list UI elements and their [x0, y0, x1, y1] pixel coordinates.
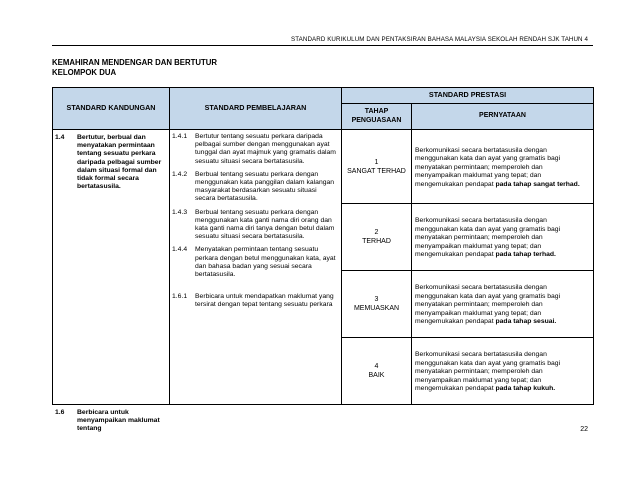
pembelajaran-number: 1.4.2 [172, 170, 188, 178]
document-running-header: STANDARD KURIKULUM DAN PENTAKSIRAN BAHASA MALAYSIA SEKOLAH RENDAH SJK TAHUN 4 [291, 36, 588, 43]
pernyataan-cell-1 [412, 130, 594, 204]
pembelajaran-text: Berbual tentang sesuatu perkara dengan menggunakan kata ganti nama diri orang dan kata ganti nama diri tanya dengan betul dalam sesuatu situasi secara bertatasusila. [195, 208, 335, 241]
pernyataan-emphasis: pada tahap sesuai. [495, 318, 557, 326]
pembelajaran-item [172, 133, 338, 166]
pernyataan-text: Berkomunikasi secara bertatasusila dengan menggunakan kata dan ayat yang gramatis bagi menyatakan permintaan; memperoleh dan menyampaikan maklumat yang tepat; dan mengemukakan pendapat [415, 284, 561, 326]
kandungan-number: 1.4 [55, 134, 65, 141]
tahap-cell-4 [342, 338, 412, 405]
column-header-standard-kandungan: STANDARD KANDUNGAN [53, 88, 170, 130]
tahap-number: 1 [374, 158, 379, 166]
pembelajaran-number: 1.4.3 [172, 208, 188, 216]
pembelajaran-number: 1.6.1 [172, 293, 188, 301]
section-title-line-1: KEMAHIRAN MENDENGAR DAN BERTUTUR [52, 58, 218, 67]
pembelajaran-item [172, 246, 338, 279]
standard-pembelajaran-cell [170, 130, 342, 405]
pernyataan-text: Berkomunikasi secara bertatasusila dengan menggunakan kata dan ayat yang gramatis bagi menyatakan permintaan; memperoleh dan menyampaikan maklumat yang tepat; dan mengemukakan pendapat [415, 351, 561, 393]
kandungan-item [55, 134, 167, 191]
pernyataan-text: Berkomunikasi secara bertatasusila dengan menggunakan kata dan ayat yang gramatis bagi menyatakan permintaan; memperoleh dan menyampaikan maklumat yang tepat; dan mengemukakan pendapat [415, 217, 561, 259]
kandungan-text: Bertutur, berbual dan menyatakan permintaan tentang sesuatu perkara daripada pelbagai sumber dalam situasi formal dan tidak formal secara bertatasusila. [77, 134, 162, 191]
tahap-cell-1 [342, 130, 412, 204]
section-title-line-2: KELOMPOK DUA [52, 67, 117, 77]
pernyataan-cell-4 [412, 338, 594, 405]
column-header-pernyataan: PERNYATAAN [412, 104, 594, 130]
pernyataan-cell-3 [412, 271, 594, 338]
header-divider [52, 45, 593, 46]
pembelajaran-number: 1.4.4 [172, 246, 188, 254]
kandungan-item [55, 409, 167, 434]
tahap-header-line-2: PENGUASAAN [351, 116, 402, 124]
tahap-number: 3 [374, 296, 379, 303]
pembelajaran-text: Bertutur tentang sesuatu perkara daripada pelbagai sumber dengan menggunakan ayat tunggal dan ayat majmuk yang gramatis dalam sesuatu situasi secara bertatasusila. [195, 133, 336, 165]
tahap-number: 2 [374, 229, 379, 236]
column-header-tahap-penguasaan [342, 104, 412, 130]
section-title [52, 58, 217, 77]
pernyataan-cell-2 [412, 204, 594, 271]
pembelajaran-number: 1.4.1 [172, 133, 188, 140]
tahap-cell-2 [342, 204, 412, 271]
page-number: 22 [580, 426, 588, 433]
tahap-name: TERHAD [362, 238, 391, 245]
kandungan-text: Berbicara untuk menyampaikan maklumat tentang [77, 409, 160, 433]
standard-kandungan-cell [53, 130, 170, 433]
pembelajaran-item [172, 209, 338, 242]
tahap-number: 4 [374, 363, 379, 370]
tahap-name: SANGAT TERHAD [347, 167, 406, 175]
column-header-standard-pembelajaran: STANDARD PEMBELAJARAN [170, 88, 342, 130]
pembelajaran-text: Menyatakan permintaan tentang sesuatu perkara dengan betul menggunakan kata, ayat dan bahasa badan yang sesuai secara bertatasusila. [195, 246, 336, 279]
pembelajaran-text: Berbicara untuk mendapatkan maklumat yang tersirat dengan tepat tentang sesuatu perkara [195, 293, 334, 309]
pembelajaran-item [172, 171, 338, 204]
pembelajaran-item [172, 293, 338, 309]
pembelajaran-text: Berbual tentang sesuatu perkara dengan menggunakan kata panggilan dalam kalangan masyarakat berdasarkan sesuatu situasi secara bertatasusila. [195, 170, 335, 203]
pernyataan-text: Berkomunikasi secara bertatasusila dengan menggunakan kata dan ayat yang gramatis bagi menyatakan permintaan; memperoleh dan menyampaikan maklumat yang tepat; dan mengemukakan pendapat [415, 146, 561, 188]
pernyataan-emphasis: pada tahap kukuh. [495, 385, 556, 393]
tahap-name: BAIK [368, 372, 385, 379]
column-header-standard-prestasi: STANDARD PRESTASI [342, 88, 594, 104]
tahap-name: MEMUASKAN [353, 305, 400, 312]
tahap-header-line-1: TAHAP [364, 108, 389, 115]
kandungan-number: 1.6 [55, 409, 65, 416]
pernyataan-emphasis: pada tahap terhad. [495, 251, 556, 259]
pernyataan-emphasis: pada tahap sangat terhad. [495, 180, 580, 188]
tahap-cell-3 [342, 271, 412, 338]
